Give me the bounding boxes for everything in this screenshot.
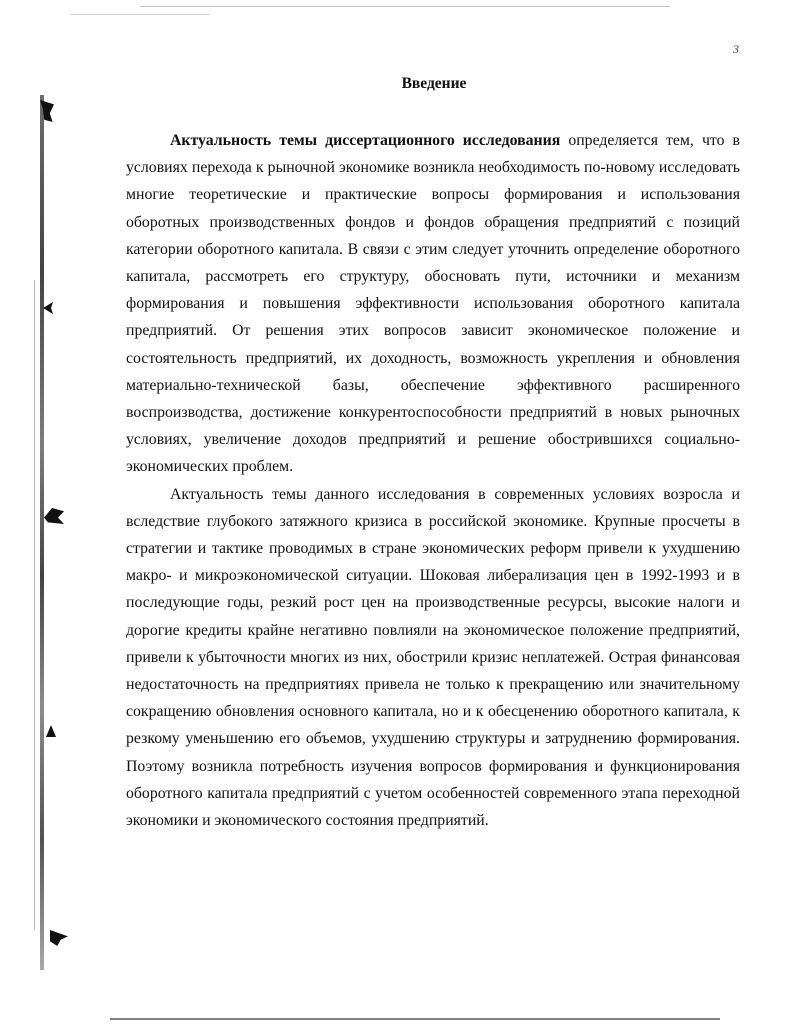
- scan-artifact-bottom: [110, 1018, 720, 1020]
- scan-blot: [44, 508, 64, 524]
- paragraph-2: [126, 481, 740, 835]
- scan-binding-edge: [40, 95, 44, 970]
- scan-artifact-top: [140, 6, 670, 7]
- scan-blot: [43, 302, 53, 314]
- paragraph-1: [126, 127, 740, 481]
- paragraph-text: Актуальность темы данного исследования в современных условиях возросла и вследствие глубокого затяжного кризиса в российской экономике. Крупные просчеты в стратегии и тактике проводимых в стране экономических реформ привели к ухудшению макро- и микроэкономической ситуации. Шоковая либерализация цен в 1992-1993 и в последующие годы, резкий рост цен на производственные ресурсы, высокие налоги и дорогие кредиты крайне негативно повлияли на экономическое положение предприятий, привели к убыточности многих из них, обострили кризис неплатежей. Острая финансовая недостаточность на предприятиях привела не только к прекращению или значительному сокращению обновления основного капитала, но и к обесценению оборотного капитала, к резкому уменьшению его объемов, ухудшению структуры и затруднению формирования. Поэтому возникла потребность изучения вопросов формирования и функционирования оборотного капитала предприятий с учетом особенностей современного этапа переходной экономики и экономического состояния предприятий.: [126, 485, 740, 830]
- paragraph-text: определяется тем, что в условиях перехода к рыночной экономике возникла необходимость по-новому исследовать многие теоретические и практические вопросы формирования и использования оборотных производственных фондов и фондов обращения предприятий с позиций категории оборотного капитала. В связи с этим следует уточнить определение оборотного капитала, рассмотреть его структуру, обосновать пути, источники и механизм формирования и повышения эффективности использования оборотного капитала предприятий. От решения этих вопросов зависит экономическое положение и состоятельность предприятий, их доходность, возможность укрепления и обновления материально-технической базы, обеспечение эффективного расширенного воспроизводства, достижение конкурентоспособности предприятий в новых рыночных условиях, увеличение доходов предприятий и решение обострившихся социально-экономических проблем.: [126, 132, 740, 476]
- paragraph-lead: Актуальность темы диссертационного исследования: [170, 132, 561, 149]
- scan-binding-shadow: [34, 280, 35, 930]
- section-heading: Введение: [401, 75, 467, 92]
- page-number: 3: [733, 42, 739, 56]
- scan-blot: [46, 725, 56, 737]
- document-body: [126, 127, 740, 834]
- scan-artifact-top-short: [70, 14, 210, 15]
- scan-blot: [50, 930, 68, 946]
